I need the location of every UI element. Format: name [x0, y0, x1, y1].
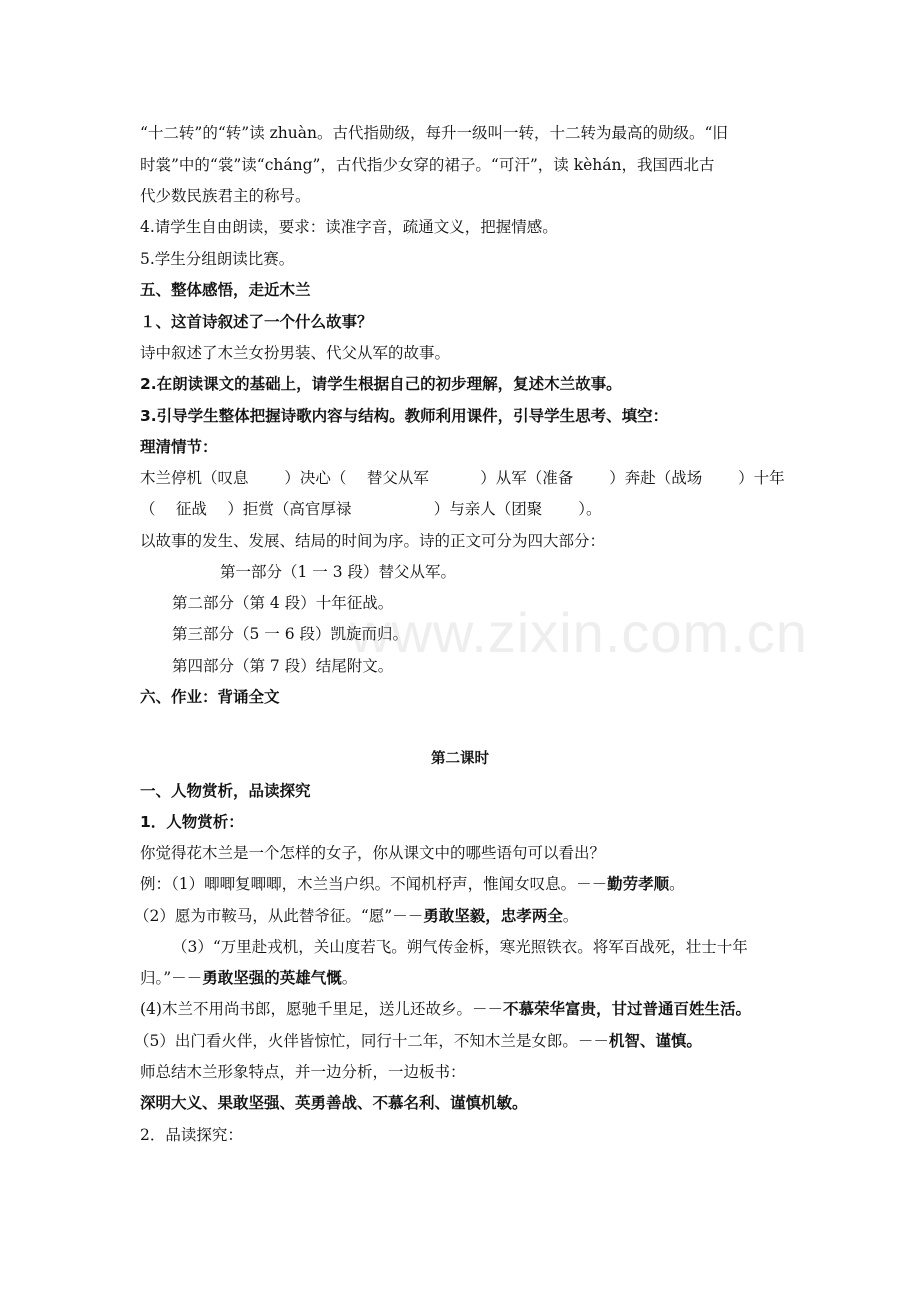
example-5-text: （5）出门看火伴，火伴皆惊忙，同行十二年，不知木兰是女郎。－－: [134, 1032, 609, 1050]
example-5-trait: 机智、谨慎。: [608, 1032, 702, 1050]
part-3: 第三部分（5 一 6 段）凯旋而归。: [172, 625, 409, 643]
example-1-trait: 勤劳孝顺: [607, 875, 670, 893]
example-3-line-1: （3）“万里赴戎机，关山度若飞。朔气传金柝，寒光照铁衣。将军百战死，壮士十年: [172, 938, 748, 956]
example-1-end: 。: [669, 875, 685, 893]
example-2-text: （2）愿为市鞍马，从此替爷征。“愿”－－: [134, 907, 424, 925]
pronunciation-line-2: 时裳”中的“裳”读“cháng”，古代指少女穿的裙子。“可汗”，读 kèhán，我国西北古: [140, 156, 715, 174]
example-2: [134, 906, 578, 926]
example-3-line-2: [140, 968, 357, 988]
traits-summary: 深明大义、果敢坚强、英勇善战、不慕名利、谨慎机敏。: [140, 1094, 528, 1112]
reading-exploration-heading: 2．品读探究：: [140, 1126, 243, 1144]
question-2: 2.在朗读课文的基础上，请学生根据自己的初步理解，复述木兰故事。: [140, 375, 622, 393]
example-3-trait: 勇敢坚强的英雄气慨: [202, 969, 342, 987]
plot-heading: 理清情节：: [140, 438, 218, 456]
pronunciation-line-1: “十二转”的“转”读 zhuàn。古代指勋级，每升一级叫一转，十二转为最高的勋级。“旧: [140, 124, 728, 142]
example-4-trait: 不慕荣华富贵，甘过普通百姓生活。: [502, 1000, 751, 1018]
summary-line: 师总结木兰形象特点，并一边分析，一边板书：: [140, 1063, 466, 1081]
plot-line-1: 木兰停机（叹息 ）决心（ 替父从军 ）从军（准备 ）奔赴（战场 ）十年: [140, 469, 785, 487]
example-1: [140, 874, 685, 894]
example-1-text: 例：（1）唧唧复唧唧，木兰当户织。不闻机杼声，惟闻女叹息。－－: [140, 875, 608, 893]
lesson-2-section-1-heading: 一、人物赏析，品读探究: [140, 782, 311, 800]
example-3-text: 归。”－－: [140, 969, 203, 987]
step-5: 5.学生分组朗读比赛。: [140, 250, 295, 268]
example-5: [134, 1031, 702, 1051]
example-2-trait: 勇敢坚毅，忠孝两全: [423, 907, 563, 925]
part-2: 第二部分（第 4 段）十年征战。: [172, 594, 394, 612]
question-1: １、这首诗叙述了一个什么故事？: [140, 313, 373, 331]
example-4-text: (4)木兰不用尚书郎，愿驰千里足，送儿还故乡。－－: [140, 1000, 503, 1018]
lesson-2-title: 第二课时: [431, 751, 489, 767]
pronunciation-line-3: 代少数民族君主的称号。: [140, 187, 311, 205]
plot-line-2: （ 征战 ）拒赏（高官厚禄 ）与亲人（团聚 ）。: [140, 500, 602, 518]
part-1: 第一部分（1 一 3 段）替父从军。: [220, 563, 457, 581]
section-6-heading: 六、作业：背诵全文: [140, 688, 280, 706]
step-4: 4.请学生自由朗读，要求：读准字音，疏通文义，把握情感。: [140, 218, 558, 236]
character-analysis-heading: 1．人物赏析：: [140, 813, 244, 831]
watermark: www.zixin.com.cn: [350, 601, 808, 664]
part-4: 第四部分（第 7 段）结尾附文。: [172, 657, 394, 675]
question-3: 3.引导学生整体把握诗歌内容与结构。教师利用课件，引导学生思考、填空：: [140, 407, 669, 425]
section-5-heading: 五、整体感悟，走近木兰: [140, 281, 311, 299]
answer-1: 诗中叙述了木兰女扮男装、代父从军的故事。: [140, 344, 451, 362]
example-2-end: 。: [562, 907, 579, 925]
example-4: [140, 999, 751, 1019]
character-question: 你觉得花木兰是一个怎样的女子，你从课文中的哪些语句可以看出？: [140, 844, 606, 862]
structure-intro: 以故事的发生、发展、结局的时间为序。诗的正文可分为四大部分：: [140, 532, 606, 550]
example-3-end: 。: [341, 969, 358, 987]
